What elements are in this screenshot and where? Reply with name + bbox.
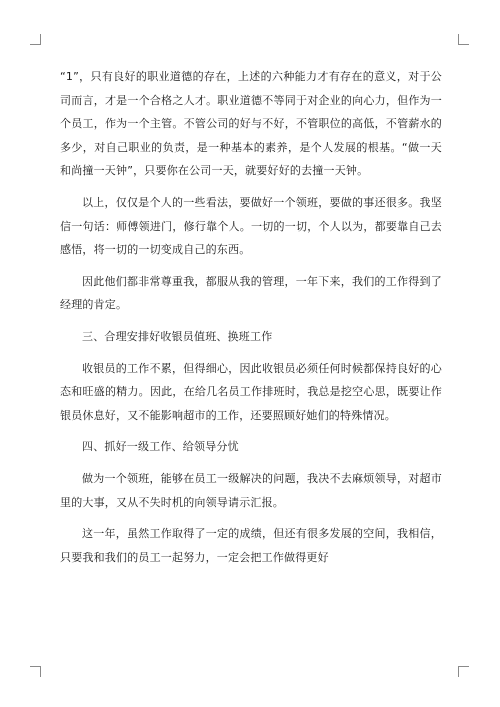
paragraph-6: 这一年，虽然工作取得了一定的成绩，但还有很多发展的空间，我相信，只要我和我们的员工一起努力，一定会把工作做得更好 (60, 527, 442, 564)
crop-mark-bottom-left (30, 666, 41, 677)
paragraph-4: 收银员的工作不累，但得细心，因此收银员必须任何时候都保持良好的心态和旺盛的精力。因此，在给几名员工作排班时，我总是挖空心思，既要让作银员休息好，又不能影响超市的工作，还要照顾好她们的特殊情况。 (60, 361, 442, 422)
document-body (60, 65, 442, 577)
section-heading-4: 四、抓好一级工作、给领导分忧 (82, 440, 239, 454)
section-heading-3: 三、合理安排好收银员值班、换班工作 (82, 329, 273, 343)
paragraph-2: 以上，仅仅是个人的一些看法，要做好一个领班，要做的事还很多。我坚信一句话：师傅领进门，修行靠个人。一切的一切，个人以为，都要靠自己去感悟，将一切的一切变成自己的东西。 (60, 195, 442, 257)
crop-mark-top-left (30, 34, 41, 45)
paragraph-3: 因此他们都非常尊重我，都服从我的管理，一年下来，我们的工作得到了经理的肯定。 (60, 274, 442, 312)
paragraph-1: “1”，只有良好的职业道德的存在，上述的六种能力才有存在的意义，对于公司而言，才是一个合格之人才。职业道德不等同于对企业的向心力，但作为一个员工，作为一个主管。不管公司的好与不好，不管职位的高低，不管薪水的多少，对自己职业的负责，是一种基本的素养，是个人发展的根基。“做一天和尚撞一天钟”，只要你在公司一天，就要好好的去撞一天钟。 (60, 70, 442, 178)
crop-mark-bottom-right (458, 666, 469, 677)
paragraph-5: 做为一个领班，能够在员工一级解决的问题，我决不去麻烦领导，对超市里的大事，又从不失时机的向领导请示汇报。 (60, 471, 442, 509)
crop-mark-top-right (458, 34, 469, 45)
